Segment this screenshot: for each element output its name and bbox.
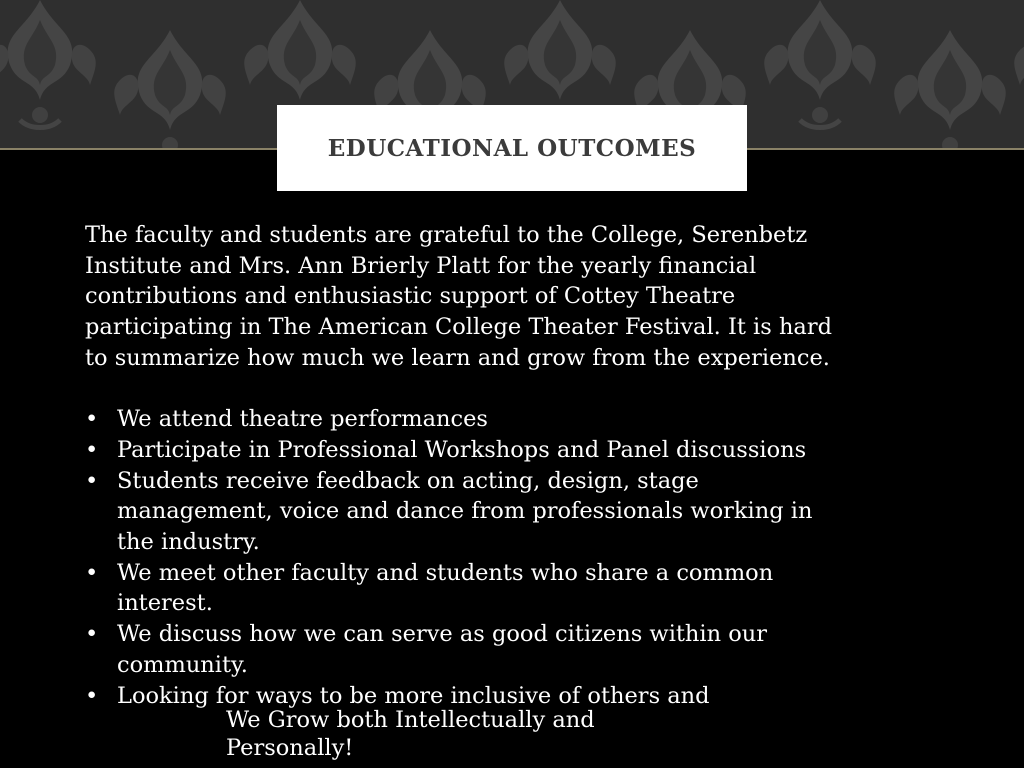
slide-body xyxy=(85,220,845,711)
bullet-item xyxy=(85,435,845,466)
bullet-icon: • xyxy=(85,406,99,433)
blank-line xyxy=(85,374,845,405)
bullet-icon: • xyxy=(85,621,99,648)
bullet-text: Participate in Professional Workshops and Panel discussions xyxy=(117,436,807,463)
bullet-text: We attend theatre performances xyxy=(117,406,488,433)
bullet-icon: • xyxy=(85,436,99,463)
intro-paragraph: The faculty and students are grateful to the College, Serenbetz Institute and Mrs. Ann Brierly Platt for the yearly financial contributions and enthusiastic support of Cottey Theatre participating in The American College Theater Festival. It is hard to summarize how much we learn and grow from the experience. xyxy=(85,222,833,371)
bullet-list xyxy=(85,404,845,711)
bullet-item xyxy=(85,619,845,680)
bullet-icon: • xyxy=(85,467,99,494)
overlay-caption: We Grow both Intellectually and Personally! xyxy=(226,707,595,761)
bullet-text: Students receive feedback on acting, design, stage management, voice and dance from professionals working in the industry. xyxy=(117,467,813,556)
bullet-item xyxy=(85,558,845,619)
slide-title: EDUCATIONAL OUTCOMES xyxy=(327,134,697,162)
bullet-text: We meet other faculty and students who share a common interest. xyxy=(117,559,774,617)
bullet-icon: • xyxy=(85,682,99,709)
title-box xyxy=(277,105,747,191)
bullet-text: We discuss how we can serve as good citizens within our community. xyxy=(117,621,768,678)
bullet-item xyxy=(85,466,845,558)
bullet-text: Looking for ways to be more inclusive of others and xyxy=(117,682,710,709)
bullet-icon: • xyxy=(85,559,99,586)
bullet-item xyxy=(85,404,845,435)
